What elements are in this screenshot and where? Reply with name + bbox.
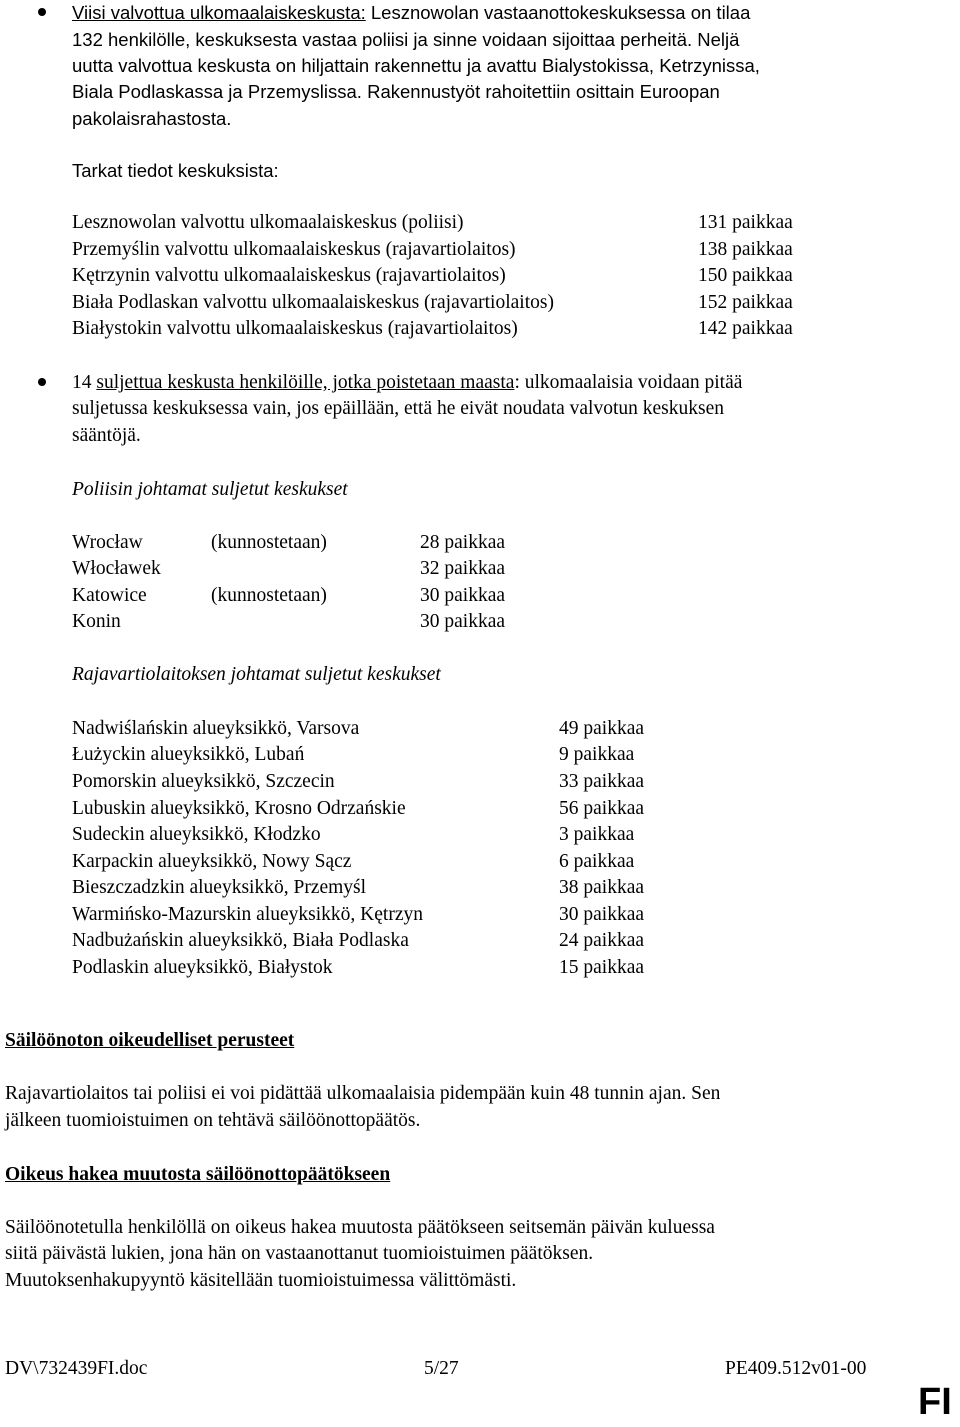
guarded-centre-name: Przemyślin valvottu ulkomaalaiskeskus (rajavartiolaitos) — [72, 239, 516, 260]
police-centre-note: (kunnostetaan) — [211, 585, 327, 606]
intro-link[interactable]: Viisi valvottua ulkomaalaiskeskusta: — [72, 2, 366, 23]
intro-line-1-rest: Lesznowolan vastaanottokeskuksessa on tilaa — [365, 2, 751, 23]
details-heading: Tarkat tiedot keskuksista: — [72, 160, 279, 181]
border-centre-name: Lubuskin alueyksikkö, Krosno Odrzańskie — [72, 798, 406, 819]
intro-line-2: 132 henkilölle, keskuksesta vastaa poliisi ja sinne voidaan sijoittaa perheitä. Neljä — [72, 29, 740, 50]
border-centre-name: Podlaskin alueyksikkö, Białystok — [72, 957, 333, 978]
closed-line-3: sääntöjä. — [72, 425, 141, 446]
appeal-line-2: siitä päivästä lukien, jona hän on vastaanottanut tuomioistuimen päätöksen. — [5, 1243, 594, 1264]
legal-heading: Säilöönoton oikeudelliset perusteet — [5, 1030, 295, 1051]
border-centre-name: Warmińsko-Mazurskin alueyksikkö, Kętrzyn — [72, 904, 423, 925]
footer-page-number: 5/27 — [424, 1358, 459, 1379]
intro-line-4: Biala Podlaskassa ja Przemyslissa. Rakennustyöt rahoitettiin osittain Euroopan — [72, 81, 720, 102]
bullet-icon — [38, 378, 46, 386]
intro-line-5: pakolaisrahastosta. — [72, 108, 232, 129]
police-centre-places: 30 paikkaa — [420, 585, 506, 606]
police-centre-city: Katowice — [72, 585, 147, 606]
border-centre-name: Pomorskin alueyksikkö, Szczecin — [72, 771, 335, 792]
closed-link[interactable]: suljettua keskusta henkilöille, jotka poistetaan maasta — [96, 372, 515, 393]
closed-line-1-rest: : ulkomaalaisia voidaan pitää — [514, 372, 743, 393]
border-centre-places: 6 paikkaa — [559, 851, 635, 872]
border-centre-name: Nadbużańskin alueyksikkö, Biała Podlaska — [72, 930, 409, 951]
police-heading: Poliisin johtamat suljetut keskukset — [72, 479, 348, 500]
border-centre-places: 9 paikkaa — [559, 744, 635, 765]
closed-line-2: suljetussa keskuksessa vain, jos epäillään, että he eivät noudata valvotun keskuksen — [72, 398, 725, 419]
intro-line-3: uutta valvottua keskusta on hiljattain rakennettu ja avattu Bialystokissa, Ketrzynissa, — [72, 55, 760, 76]
bullet-icon — [38, 8, 46, 16]
police-centre-city: Włocławek — [72, 558, 161, 579]
border-centre-places: 38 paikkaa — [559, 877, 645, 898]
border-centre-name: Nadwiślańskin alueyksikkö, Varsova — [72, 718, 360, 739]
border-centre-places: 24 paikkaa — [559, 930, 645, 951]
border-centre-places: 33 paikkaa — [559, 771, 645, 792]
appeal-line-3: Muutoksenhakupyyntö käsitellään tuomioistuimessa välittömästi. — [5, 1270, 517, 1291]
guarded-centre-name: Lesznowolan valvottu ulkomaalaiskeskus (poliisi) — [72, 212, 464, 233]
guarded-centre-name: Biała Podlaskan valvottu ulkomaalaiskeskus (rajavartiolaitos) — [72, 292, 554, 313]
legal-line-2: jälkeen tuomioistuimen on tehtävä säilöönottopäätös. — [5, 1110, 421, 1131]
language-code: FI — [918, 1381, 952, 1423]
border-centre-name: Karpackin alueyksikkö, Nowy Sącz — [72, 851, 352, 872]
border-centre-places: 3 paikkaa — [559, 824, 635, 845]
footer-doc-name: DV\732439FI.doc — [5, 1358, 148, 1379]
police-centre-city: Konin — [72, 611, 121, 632]
border-centre-places: 49 paikkaa — [559, 718, 645, 739]
guarded-centre-places: 152 paikkaa — [698, 292, 793, 313]
border-centre-name: Łużyckin alueyksikkö, Lubań — [72, 744, 305, 765]
police-centre-city: Wrocław — [72, 532, 143, 553]
border-centre-places: 30 paikkaa — [559, 904, 645, 925]
intro-line-1 — [72, 0, 750, 27]
police-centre-note: (kunnostetaan) — [211, 532, 327, 553]
police-centre-places: 30 paikkaa — [420, 611, 506, 632]
police-centre-places: 28 paikkaa — [420, 532, 506, 553]
appeal-line-1: Säilöönotetulla henkilöllä on oikeus hakea muutosta päätökseen seitsemän päivän kuluessa — [5, 1217, 715, 1238]
guarded-centre-name: Białystokin valvottu ulkomaalaiskeskus (rajavartiolaitos) — [72, 318, 518, 339]
guarded-centre-places: 142 paikkaa — [698, 318, 793, 339]
border-centre-name: Sudeckin alueyksikkö, Kłodzko — [72, 824, 321, 845]
closed-line-1 — [72, 370, 742, 396]
footer-reference: PE409.512v01-00 — [725, 1358, 867, 1379]
appeal-heading: Oikeus hakea muutosta säilöönottopäätökseen — [5, 1164, 391, 1185]
border-centre-name: Bieszczadzkin alueyksikkö, Przemyśl — [72, 877, 367, 898]
guarded-centre-places: 138 paikkaa — [698, 239, 793, 260]
guarded-centre-places: 131 paikkaa — [698, 212, 793, 233]
legal-line-1: Rajavartiolaitos tai poliisi ei voi pidättää ulkomaalaisia pidempään kuin 48 tunnin ajan. Sen — [5, 1083, 721, 1104]
border-heading: Rajavartiolaitoksen johtamat suljetut keskukset — [72, 664, 441, 685]
border-centre-places: 15 paikkaa — [559, 957, 645, 978]
guarded-centre-places: 150 paikkaa — [698, 265, 793, 286]
guarded-centre-name: Kętrzynin valvottu ulkomaalaiskeskus (rajavartiolaitos) — [72, 265, 506, 286]
closed-prefix: 14 — [72, 372, 97, 393]
police-centre-places: 32 paikkaa — [420, 558, 506, 579]
border-centre-places: 56 paikkaa — [559, 798, 645, 819]
